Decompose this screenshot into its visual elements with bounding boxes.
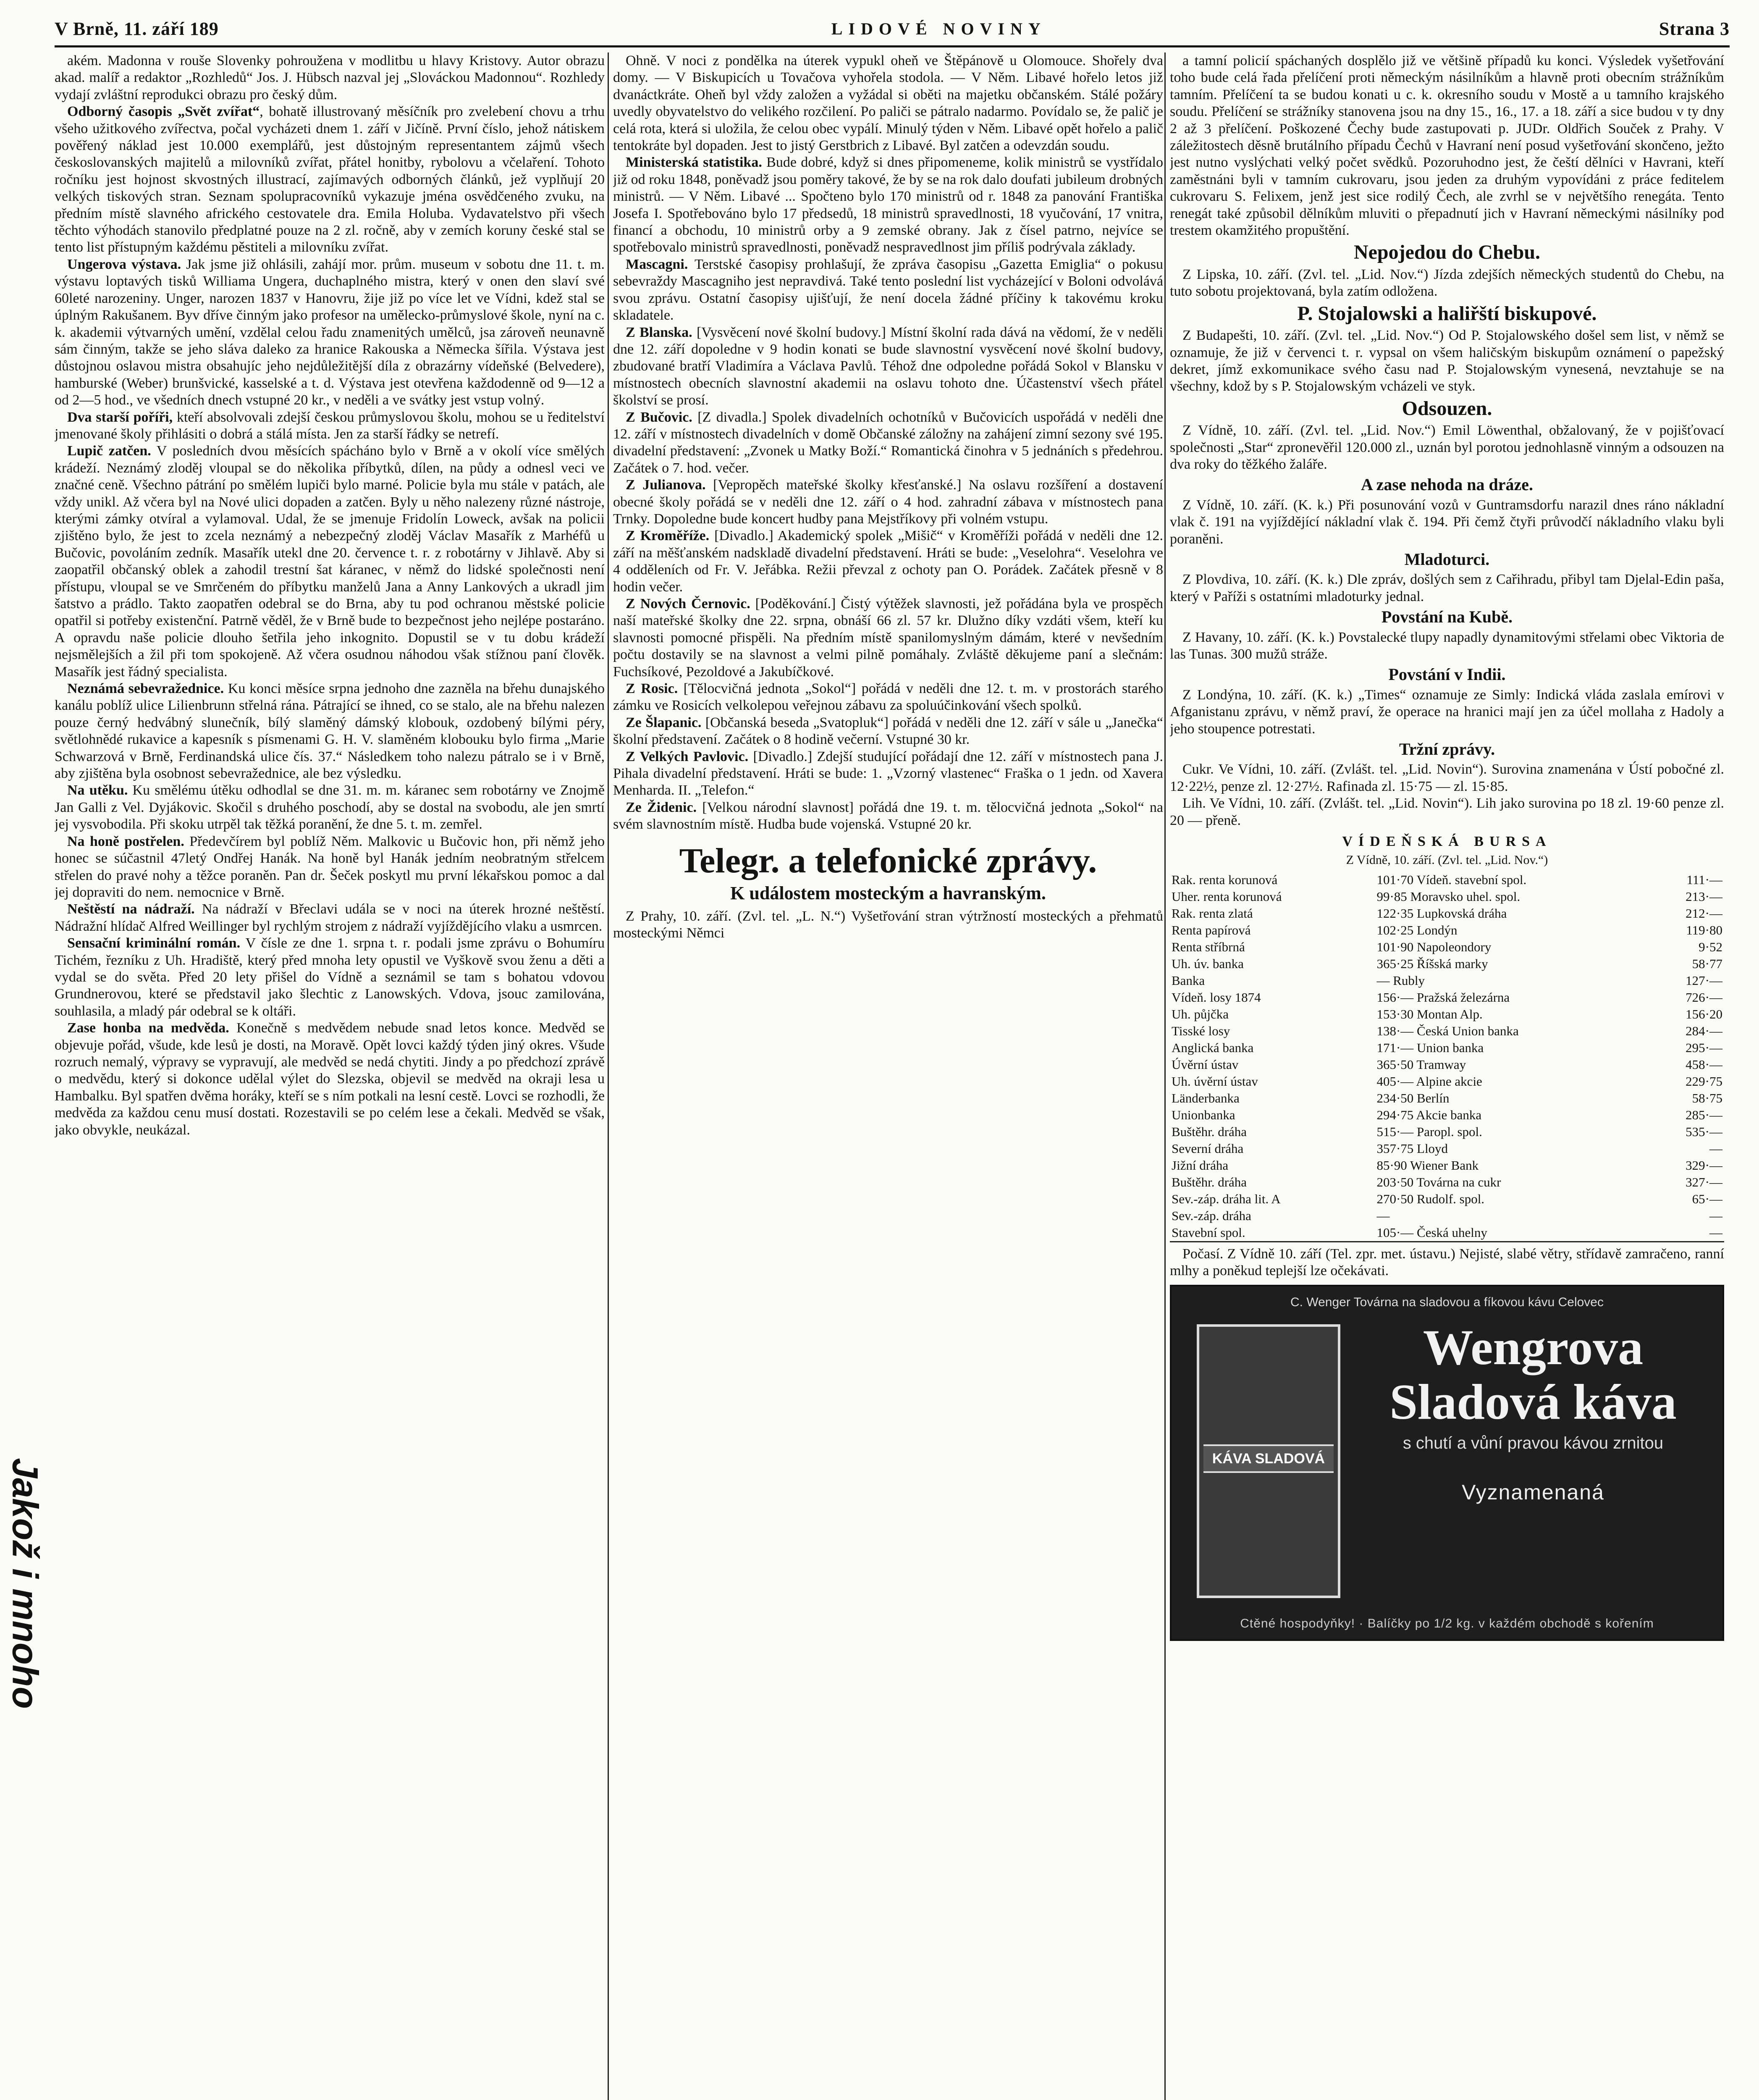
exchange-name: Renta stříbrná (1172, 939, 1245, 954)
paragraph (1170, 795, 1724, 829)
article-text: Ku smělému útěku odhodlal se dne 31. m. m. káranec sem robotárny ve Znojmě Jan Galli z Vel. Dyjákovic. Skočil s druhého poschodí, aby se dostal na svobodu, ale jen smrtí jej vysvobodila. Při skoku utrpěl tak těžká poranění, že dne 5. t. m. zemřel. (55, 782, 605, 832)
article-title: Ze Židenic. (626, 799, 697, 815)
exchange-name: Sev.-záp. dráha (1172, 1208, 1251, 1223)
paragraph (1170, 422, 1724, 473)
article-text: [Vepropěch mateřské školky křesťanské.] Na oslavu rozšíření a dostavení obecné školy pořádá se v neděli dne 12. září o 4 hod. zahradní zábava v místnostech pana Trnky. Dopoledne bude koncert hudby pana Mejstříkovy při volném vstupu. (613, 477, 1163, 527)
article-title: A zase nehoda na dráze. (1361, 475, 1533, 494)
paragraph (1170, 761, 1724, 795)
article-text: [Tělocvičná jednota „Sokol“] pořádá v neděli dne 12. t. m. v prostorách starého zámku ve Rosicích velkolepou veřejnou zábavu za spoluúčinkování všech spolků. (613, 681, 1163, 714)
exchange-rate: 101·70 Vídeň. stavební spol. (1376, 872, 1527, 887)
ad-footer: Ctěné hospodyňky! (1240, 1617, 1355, 1631)
article-title: Sensační kriminální román. (67, 935, 241, 951)
exchange-value: — (1709, 1208, 1722, 1223)
exchange-value: 127·— (1686, 973, 1722, 988)
side-stamp-text: Jakož i mnoho (5, 1458, 45, 1709)
exchange-value: — (1709, 1141, 1722, 1156)
exchange-rate: 138·— Česká Union banka (1376, 1023, 1519, 1038)
article (613, 680, 1163, 714)
article-text: [Divadlo.] Akademický spolek „Mišič“ v Kroměříži pořádá v neděli dne 12. září na měšťanském nadskladě divadelní představení. Hráti se bude: „Veselohra“. Veselohra ve 4 odděleních od Fr. V. Jeřábka. Režii převzal z ochoty pan O. Porádek. Začátek přesně v 8 hodin večer. (613, 528, 1163, 595)
exchange-row (1170, 989, 1724, 1006)
exchange-value: 9·52 (1699, 939, 1722, 954)
column-1 (55, 52, 605, 2100)
article (613, 528, 1163, 596)
exchange-name: Vídeň. losy 1874 (1172, 990, 1261, 1005)
article (613, 256, 1163, 324)
ad-bottom-text: Balíčky po 1/2 kg. v každém obchodě s kořením (1367, 1617, 1654, 1631)
advertisement (1170, 1285, 1724, 1641)
exchange-row (1170, 1023, 1724, 1040)
article-text: [Vysvěcení nové školní budovy.] Místní školní rada dává na vědomí, že v neděli dne 12. září dopoledne v 9 hodin konati se bude slavnostní vysvěcení nové školní budovy, zbudované bratří Vladimíra a Václava Pavlů. Téhož dne odpoledne pořádá Sokol v Blansku v místnostech obecních slavnostní akademii na oslavu tohoto dne. Účastenství všech přátel školství se prosí. (613, 324, 1163, 408)
exchange-row (1170, 1157, 1724, 1174)
article-title: Ungerova výstava. (67, 256, 181, 272)
article-title: Ministerská statistika. (626, 155, 762, 171)
article-title: P. Stojalowski a haliřští biskupové. (1297, 302, 1597, 325)
article-text: [Z divadla.] Spolek divadelních ochotníků v Bučovicích uspořádá v neděli dne 12. září v místnostech divadelních v domě Občanské záložny na zahájení zimní sezony své 195. divadelní představení: „Zvonek u Matky Boží.“ Romantická činohra v 5 jednáních s předehrou. Začátek o 7. hod. večer. (613, 409, 1163, 476)
article-text: [Poděkování.] Čistý výtěžek slavnosti, jež pořádána byla ve prospěch naší mateřské školky dne 22. srpna, obnáší 66 zl. 57 kr. Dlužno díky vzdáti všem, kteří ku slavnosti pomocné přispěli. Na předním místě spanilomyslným dámám, které v nevšedním počtu dostavily se na slavnost a velmi pilně pomáhaly. Zvláště děkujeme paní a slečnám: Fuchsíkové, Pezoldové a Jakubíčkové. (613, 596, 1163, 680)
article-title: Z Nových Černovic. (626, 596, 750, 612)
paragraph (1170, 1246, 1724, 1280)
exchange-rate: 234·50 Berlín (1376, 1090, 1450, 1105)
article (613, 596, 1163, 680)
exchange-subtitle: Z Vídně, 10. září. (Zvl. tel. „Lid. Nov.“) (1346, 853, 1548, 867)
article-title: Dva starší poříři, (67, 409, 173, 425)
article-title: Z Bučovic. (626, 409, 692, 425)
exchange-value: 58·75 (1692, 1090, 1722, 1105)
article (55, 901, 605, 935)
exchange-row (1170, 922, 1724, 939)
exchange-value: 156·20 (1686, 1006, 1722, 1021)
exchange-name: Úvěrní ústav (1172, 1057, 1239, 1072)
paragraph (613, 52, 1163, 154)
exchange-name: Anglická banka (1172, 1040, 1254, 1055)
paragraph (1170, 52, 1724, 239)
exchange-row (1170, 956, 1724, 972)
article-title: Povstání v Indii. (1388, 665, 1506, 684)
exchange-value: 65·— (1692, 1191, 1722, 1206)
paragraph (613, 908, 1163, 942)
paragraph-text: Ohně. V noci z pondělka na úterek vypukl oheň ve Štěpánově u Olomouce. Shořely dva domy. — V Biskupicích u Tovačova vyhořela stodola. — V Něm. Libavé hořelo letos již dvanáctkráte. Oheň byl vždy založen a vyžádal si oběti na majetku občanském. Stálé požáry uvedly obyvatelstvo do velikého rozčilení. Po paliči se pátralo nadarmo. Povídalo se, že palič je celá rota, která si uložila, že celou obec vypálí. Minulý týden v Něm. Libavé opět hořelo a palič tentokráte byl dopaden. Jest to jistý Gerstbrich z Libavé. Byl zatčen a odevzdán soudu. (613, 53, 1163, 154)
column-3 (1170, 52, 1724, 2100)
paragraph (1170, 497, 1724, 548)
exchange-name: Rak. renta zlatá (1172, 906, 1253, 921)
side-stamp (6, 1310, 44, 1856)
article (55, 680, 605, 782)
article-title: Z Kroměříže. (626, 528, 710, 544)
article-title: Lupič zatčen. (67, 443, 151, 459)
exchange-row (1170, 1056, 1724, 1073)
article (55, 935, 605, 1020)
article (613, 799, 1163, 833)
exchange-value: — (1709, 1225, 1722, 1240)
exchange-name: Uh. půjčka (1172, 1006, 1229, 1021)
exchange-table (1170, 872, 1724, 1242)
article (55, 833, 605, 901)
exchange-row (1170, 1040, 1724, 1056)
article (613, 324, 1163, 409)
exchange-name: Banka (1172, 973, 1205, 988)
exchange-row (1170, 1124, 1724, 1140)
exchange-row (1170, 1191, 1724, 1208)
article-title: Neznámá sebevražednice. (67, 681, 224, 697)
exchange-value: 285·— (1686, 1107, 1722, 1122)
article-text: , bohatě illustrovaný měsíčník pro zvelebení chovu a trhu všeho užitkového zvířectva, počal vycházeti dnem 1. září v Jičíně. První číslo, jehož nátiskem pověřený náklad jest 10.000 exemplářů, jest důstojným representantem zájmů všech českoslovanských majitelů a milovníků zvířat, přátel honitby, rybolovu a včelaření. Tohoto ročníku jest hojnost skvostných illustrací, zajímavých odborných článků, jež vyplňují 20 velkých tiskových stran. Seznam spolupracovníků vykazuje jména osvědčeného zvuku, na předním místě slavného afrického cestovatele dra. Emila Holuba. Vydavatelstvo při všech těchto výhodách stanovilo předplatné pouze na 2 zl. ročně, aby v zemích koruny české stal se tento list přístupným každému pěstiteli a milovníku zvířat. (55, 104, 605, 255)
article-title: Zase honba na medvěda. (67, 1020, 229, 1036)
exchange-rate: — (1376, 1208, 1390, 1223)
exchange-title: VÍDEŇSKÁ BURSA (1342, 834, 1552, 850)
article-text: Bude dobré, když si dnes připomeneme, kolik ministrů se vystřídalo již od roku 1848, poněvadž jsou poměry takové, že by se na rok dalo doufati jubileum drobných ministrů. — V Něm. Libavé ... Spočteno bylo 170 ministrů od r. 1848 za panování Františka Josefa I. Spotřebováno bylo 17 předsedů, 18 ministrů spravedlnosti, 18 vyučování, 17 vnitra, financí a obchodu, 10 ministrů orby a 9 zemské obrany. Jak z čísel patrno, nejvíce se spotřebovalo ministrů spravedlnosti, poněvadž nespravedlnost jim příliš podrývala základy. (613, 155, 1163, 255)
paragraph-text: Z Havany, 10. září. (K. k.) Povstalecké tlupy napadly dynamitovými střelami obec Viktoria de las Tunas. 300 mužů stráže. (1170, 629, 1724, 662)
exchange-value: 212·— (1686, 906, 1722, 921)
paragraph-text: akém. Madonna v rouše Slovenky pohroužena v modlitbu u hlavy Kristovy. Autor obrazu akad. malíř a redaktor „Rozhledů“ Jos. J. Hübsch nazval jej „Slováckou Madonnou“. Rozhledy vydají zvláštní reprodukci obrazu pro český dům. (55, 53, 605, 102)
article-text: [Občanská beseda „Svatopluk“] pořádá v neděli dne 12. září v sále u „Janečka“ školní představení. Začátek o 8 hodině večerní. Vstupné 30 kr. (613, 714, 1163, 748)
exchange-row (1170, 872, 1724, 888)
paragraph (1170, 629, 1724, 663)
exchange-name: Stavební spol. (1172, 1225, 1245, 1240)
article (613, 714, 1163, 748)
exchange-row (1170, 1090, 1724, 1107)
exchange-name: Tisské losy (1172, 1023, 1230, 1038)
exchange-row (1170, 888, 1724, 905)
coffee-box-label: KÁVA SLADOVÁ (1203, 1444, 1334, 1473)
exchange-name: Sev.-záp. dráha lit. A (1172, 1191, 1281, 1206)
exchange-row (1170, 1208, 1724, 1224)
exchange-rate: 203·50 Továrna na cukr (1376, 1174, 1501, 1189)
article-title: Povstání na Kubě. (1381, 607, 1513, 627)
paragraph-text: Z Lipska, 10. září. (Zvl. tel. „Lid. Nov.“) Jízda zdejších německých studentů do Chebu, na tuto sobotu projektovaná, byla zatím odložena. (1170, 266, 1724, 299)
article-text: [Velkou národní slavnost] pořádá dne 19. t. m. tělocvičná jednota „Sokol“ na svém slavnostním místě. Hudba bude vojenská. Vstupné 20 kr. (613, 799, 1163, 832)
exchange-rate: 99·85 Moravsko uhel. spol. (1376, 889, 1520, 904)
exchange-value: 119·80 (1686, 922, 1722, 937)
ad-brand: Wengrova Sladová káva (1389, 1319, 1677, 1430)
article-title: Neštěstí na nádraží. (67, 901, 195, 917)
article-title: Na honě postřelen. (67, 833, 184, 849)
exchange-name: Renta papírová (1172, 922, 1251, 937)
exchange-row (1170, 1073, 1724, 1090)
article (613, 409, 1163, 477)
exchange-row (1170, 1006, 1724, 1023)
exchange-value: 458·— (1686, 1057, 1722, 1072)
exchange-row (1170, 905, 1724, 922)
exchange-row (1170, 1140, 1724, 1157)
exchange-rate: 405·— Alpine akcie (1376, 1074, 1482, 1089)
article-title: Z Blanska. (626, 324, 692, 340)
paragraph (1170, 687, 1724, 738)
exchange-rate: 365·25 Říšská marky (1376, 956, 1488, 971)
exchange-value: 58·77 (1692, 956, 1722, 971)
article-title: Odsouzen. (1402, 397, 1492, 420)
article-title: Odborný časopis „Svět zvířat“ (67, 104, 260, 120)
paragraph-text: Z Prahy, 10. září. (Zvl. tel. „L. N.“) Vyšetřování stran výtržností mosteckých a přehmatů mosteckými Němci (613, 908, 1163, 941)
column-rule (1164, 52, 1166, 2100)
telegraph-section-title: Telegr. a telefonické zprávy. (679, 841, 1097, 880)
exchange-name: Uher. renta korunová (1172, 889, 1282, 904)
exchange-rate: 357·75 Lloyd (1376, 1141, 1448, 1156)
article-text: Jak jsme již ohlásili, zahájí mor. prům. museum v sobotu dne 11. t. m. výstavu loptavých tisků Williama Ungera, duchaplného mistra, který v onen den slaví své 60leté narozeniny. Unger, narozen 1837 v Hanovru, žije již po více let ve Vídni, kdež stal se úplným Rakušanem. Byv dříve činným jako profesor na umělecko-průmyslové škole, nyní na c. k. akademii výtvarných umění, vzdělal celou řadu znamenitých umělců, jsa zároveň neunavně sám činným, takže se jeho sláva daleko za hranice Rakouska a Německa šířila. Výstava jest důstojnou oslavou mistra obsahujíc jeho nejdůležitější díla z obrazárny vídeňské (Belvedere), hamburské (Weber) brunšvické, kasselské a t. d. Výstava jest otevřena každodenně od 9—12 a od 2—5 hod., ve všedních dnech vstupné 20 kr., v neděli a ve svátky jest vstup volný. (55, 256, 605, 408)
article (55, 256, 605, 409)
article (55, 103, 605, 256)
exchange-rate: 365·50 Tramway (1376, 1057, 1466, 1072)
article (613, 748, 1163, 799)
exchange-value: 284·— (1686, 1023, 1722, 1038)
article-text: [Divadlo.] Zdejší studující pořádají dne 12. září v místnostech pana J. Pihala divadelní představení. Hráti se bude: 1. „Vzorný vlastenec“ Fraška o 1 jedn. od Xavera Menharda. II. „Telefon.“ (613, 748, 1163, 798)
article-text: Na nádraží v Břeclavi udála se v noci na úterek hrozné neštěstí. Nádražní hlídač Alfred Weillinger byl rychlým strojem z nádraží vyjíždějícího vlaku a usmrcen. (55, 901, 605, 934)
exchange-name: Uh. úv. banka (1172, 956, 1244, 971)
exchange-name: Buštěhr. dráha (1172, 1174, 1247, 1189)
ad-company: C. Wenger Továrna na sladovou a fíkovou kávu Celovec (1290, 1295, 1604, 1309)
exchange-rate: 171·— Union banka (1376, 1040, 1484, 1055)
article-title: Nepojedou do Chebu. (1353, 241, 1541, 264)
article-title: Ze Šlapanic. (626, 714, 702, 730)
ad-bottom: Ctěné hospodyňky! · Balíčky po 1/2 kg. v každém obchodě s kořením (1240, 1617, 1654, 1631)
exchange-name: Buštěhr. dráha (1172, 1124, 1247, 1139)
paragraph (1170, 266, 1724, 300)
article (55, 443, 605, 680)
exchange-row (1170, 1174, 1724, 1191)
telegraph-section-subtitle: K událostem mosteckým a havranským. (730, 882, 1046, 903)
article (613, 477, 1163, 528)
exchange-row (1170, 972, 1724, 989)
header-masthead: LIDOVÉ NOVINY (831, 19, 1046, 38)
exchange-name: Severní dráha (1172, 1141, 1244, 1156)
exchange-value: 111·— (1686, 872, 1722, 887)
exchange-rate: 515·— Paropl. spol. (1376, 1124, 1482, 1139)
exchange-rate: 294·75 Akcie banka (1376, 1107, 1482, 1122)
exchange-row (1170, 1107, 1724, 1124)
paragraph-text: Z Budapešti, 10. září. (Zvl. tel. „Lid. Nov.“) Od P. Stojalowského došel sem list, v němž se oznamuje, že již v červenci t. r. vypsal on všem haličským biskupům oznámení o papežský dekret, jímž exkomunikace svého času nad P. Stojalowským vynesená, nevztahuje se na všechny, kdož by s P. Stojalowským vcházeli ve styk. (1170, 328, 1724, 394)
exchange-rate: 156·— Pražská železárna (1376, 990, 1510, 1005)
article-title: Mladoturci. (1404, 549, 1490, 569)
column-2 (613, 52, 1163, 2100)
article-text: Konečně s medvědem nebude snad letos konce. Medvěd se objevuje pořád, všude, kde lesů je dosti, na Moravě. Opět lovci každý týden jiný okres. Všude rozruch nemalý, výpravy se vypravují, ale medvěd se nedá chytiti. Jindy a po předchozí zprávě o medvědu, který si dokonce udělal výlet do Slezska, objevil se medvěd na okraji lesa u Hambalku. Byl spatřen dvěma horáky, kteří se s ním potkali na lesní cestě. Lovci se rozhodli, že medvěda za každou cenu musí dostati. Rozestavili se po celém lese a čekali. Medvěd se však, jako obvykle, neukázal. (55, 1020, 605, 1138)
exchange-row (1170, 1224, 1724, 1242)
article-text: kteří absolvovali zdejší českou průmyslovou školu, mohou se u ředitelství jmenované školy přihlásiti o dobrá a stálá místa. Jen za starší řádky se netrefí. (55, 409, 605, 442)
exchange-rate: 85·90 Wiener Bank (1376, 1158, 1479, 1173)
ad-slogan: s chutí a vůní pravou kávou zrnitou (1402, 1433, 1664, 1452)
article (55, 782, 605, 833)
paragraph-text: Počasí. Z Vídně 10. září (Tel. zpr. met. ústavu.) Nejisté, slabé větry, střídavě zamračeno, ranní mlhy a poněkud teplejší lze očekávati. (1170, 1246, 1724, 1279)
exchange-rate: 270·50 Rudolf. spol. (1376, 1191, 1485, 1206)
exchange-name: Unionbanka (1172, 1107, 1235, 1122)
exchange-value: 726·— (1686, 990, 1722, 1005)
article-text: Terstské časopisy prohlašují, že zpráva časopisu „Gazetta Emiglia“ o pokusu sebevraždy Mascagniho jest nepravdivá. Také tento poslední list vycházející v Boloni odvolává svou zprávu. Ostatní časopisy ujišťují, že není docela žádné příčiny k takovému kroku skladatele. (613, 256, 1163, 323)
exchange-name: Rak. renta korunová (1172, 872, 1278, 887)
article-title: Z Julianova. (626, 477, 706, 493)
exchange-rate: 101·90 Napoleondory (1376, 939, 1492, 954)
article (613, 154, 1163, 256)
exchange-rate: 105·— Česká uhelny (1376, 1225, 1487, 1240)
exchange-value: 327·— (1686, 1174, 1722, 1189)
exchange-rate: — Rubly (1376, 973, 1425, 988)
article-text: V čísle ze dne 1. srpna t. r. podali jsme zprávu o Bohumíru Tichém, řezníku z Uh. Hradiště, který před mnoha lety opustil ve Vyškově svou ženu a děti a vydal se do světa. Před 20 lety přišel do Vídně a seznámil se tam s bohatou vdovou Grundnerovou, které se představil jako šlechtic z Lanowských. Vdova, jsouc zamilována, souhlasila, a mladý pár odebral se k oltáři. (55, 935, 605, 1019)
page-header (55, 12, 1730, 47)
ad-award: Vyznamenaná (1462, 1480, 1604, 1504)
article-title: Tržní zprávy. (1399, 740, 1495, 759)
exchange-rate: 122·35 Lupkovská dráha (1376, 906, 1507, 921)
coffee-box-illustration (1197, 1324, 1340, 1598)
article (55, 409, 605, 443)
exchange-value: 535·— (1686, 1124, 1722, 1139)
article-text: Ku konci měsíce srpna jednoho dne zazněla na břehu dunajského kanálu poblíž ulice Lilienbrunn střelná rána. Pátrající se ihned, co se stalo, ale na břehu nalezen pouze černý hedvábný slunečník, bílý slaměný dámský klobouk, ozdobený bílými péry, světlohnědé rukavice a kapesník s písmenami G. H. V. slaměném klobouku bylo firma „Marie Schwarzová v Brně, Ferdinandská ulice čís. 37.“ Následkem toho nalezu pátralo se i v Brně, aby zjištěna byla osobnost sebevražednice, ale bez výsledku. (55, 681, 605, 782)
article-title: Z Velkých Pavlovic. (626, 748, 749, 764)
article-title: Na utěku. (67, 782, 128, 798)
article (55, 1020, 605, 1139)
paragraph (1170, 571, 1724, 605)
paragraph-text: Z Plovdiva, 10. září. (K. k.) Dle zpráv, došlých sem z Cařihradu, přibyl tam Djelal-Edin paša, který v Paříži s ostatními mladoturky jednal. (1170, 572, 1724, 604)
exchange-name: Uh. úvěrní ústav (1172, 1074, 1258, 1089)
exchange-value: 229·75 (1686, 1074, 1722, 1089)
exchange-rate: 102·25 Londýn (1376, 922, 1458, 937)
paragraph-text: Z Vídně, 10. září. (Zvl. tel. „Lid. Nov.“) Emil Löwenthal, obžalovaný, že v pojišťovací společnosti „Star“ zpronevěřil 120.000 zl., uznán byl porotou jednohlasně vinným a odsouzen na dva roky do těžkého žaláře. (1170, 423, 1724, 472)
exchange-name: Länderbanka (1172, 1090, 1240, 1105)
article-title: Z Rosic. (626, 681, 678, 697)
exchange-value: 329·— (1686, 1158, 1722, 1173)
paragraph-text: Z Londýna, 10. září. (K. k.) „Times“ oznamuje ze Simly: Indická vláda zaslala emírovi v Afganistanu zprávu, v němž praví, že operace na hranici mají jen za účel mollaha z Hadoly a jeho stoupence potrestati. (1170, 687, 1724, 737)
exchange-value: 213·— (1686, 889, 1722, 904)
header-page-number: Strana 3 (1659, 18, 1730, 39)
article-text: Předevčírem byl poblíž Něm. Malkovic u Bučovic hon, při němž jeho honec se súčastnil 47letý Ondřej Hanák. Na honě byl Hanák jedním neobratným střelcem střelen do pravé nohy a těžce poraněn. Pan dr. Šeček poskytl mu první lékařskou pomoc a dal jej dopraviti do nem. nemocnice v Brně. (55, 833, 605, 900)
exchange-name: Jižní dráha (1172, 1158, 1229, 1173)
paragraph-text: Lih. Ve Vídni, 10. září. (Zvlášt. tel. „Lid. Novin“). Lih jako surovina po 18 zl. 19·60 penze zl. 20 — přeně. (1170, 795, 1724, 828)
article-text: V posledních dvou měsících spácháno bylo v Brně a v okolí více smělých krádeží. Neznámý zloděj vloupal se do několika příbytků, dílen, na půdy a odnesl veci ve značné ceně. Všechno pátrání po smělém lupiči bylo marné. Policie byla mu stále v patách, ale vždy unikl. Až včera byl na Nové ulici dopaden a zatčen. Byly u něho nalezeny různé nástroje, kterými zámky otvíral a vylamoval. Udal, že se jmenuje Fridolín Loweck, avšak na policii zjištěno bylo, že jest to zcela neznámý a nebezpečný zloděj Václav Masařík z Marhéfů u Bučovic, povoláním zedník. Masařík utekl dne 20. července t. r. z robotárny v Jihlavě. Aby si zaopatřil občanský oblek a zahodil trestní šat káranec, v němž do lidské společnosti není přístupu, vloupal se ve Smrčeném do příbytku manželů Jana a Anny Lankových a ukradl jim šatstvo a prádlo. Takto zaopatřen odebral se do Brna, aby tu pod ochranou městské policie opatřil si potřeby existenční. Patrně věděl, že v Brně bude to bezpečnost jeho nejlépe postaráno. A opravdu naše policie dlouho šetřila jeho inkognito. Dopustil se v tu dobu krádeží nejsmělejších a žil při tom spokojeně. Až včera osudnou náhodou však stížnou paní člověk. Masařík jest řádný specialista. (55, 443, 605, 680)
exchange-value: 295·— (1686, 1040, 1722, 1055)
paragraph-text: a tamní policií spáchaných dosplělo již ve většině případů ku konci. Výsledek vyšetřování toho bude celá řada přelíčení proti německým násilníkům a hlavně proti obecním strážníkům tamním. Přelíčení ta se budou konati u c. k. okresního soudu v Mostě a u tamního krajského soudu. Přelíčení se strážníky stanovena jsou na dny 15., 16., 17. a 18. září a sice budou v ty dny 2 až 3 přelíčení. Poškozené Čechy bude zastupovati p. JUDr. Oldřich Souček z Prahy. V záležitostech děsně brutálního případu Čechů v Havraní není posud vyšetřování skončeno, ježto jest nutno vyslýchati velký počet svědků. Pozoruhodno jest, že čeští dělníci v Havrani, kteří zaměstnáni byli v tamním cukrovaru, jsou jeden za druhým vypovídáni z práce feditelem cukrovaru S. Felixem, jenž jest sice rodilý Čech, ale zvrhl se v největšího renegáta. Tento renegát také způsobil dělníkům mluviti o přepadnutí jich v Havraní německými násilníky pod trestem okamžitého propuštění. (1170, 53, 1724, 239)
paragraph (1170, 327, 1724, 395)
header-date: V Brně, 11. září 189 (55, 18, 219, 39)
article-title: Mascagni. (626, 256, 688, 272)
paragraph (55, 52, 605, 103)
column-rule (608, 52, 609, 2100)
paragraph-text: Z Vídně, 10. září. (K. k.) Při posunování vozů v Guntramsdorfu narazil dnes ráno nákladní vlak č. 191 na vyjíždějící nákladní vlak č. 194. Při čemž čtyři průvodčí nákladního vlaku byli poraněni. (1170, 497, 1724, 547)
exchange-rate: 153·30 Montan Alp. (1376, 1006, 1483, 1021)
exchange-row (1170, 939, 1724, 956)
paragraph-text: Cukr. Ve Vídni, 10. září. (Zvlášt. tel. „Lid. Novin“). Surovina znamenána v Ústí pobočné zl. 12·22½, penze zl. 12·27½. Rafinada zl. 15·75 — zl. 15·85. (1170, 761, 1724, 794)
